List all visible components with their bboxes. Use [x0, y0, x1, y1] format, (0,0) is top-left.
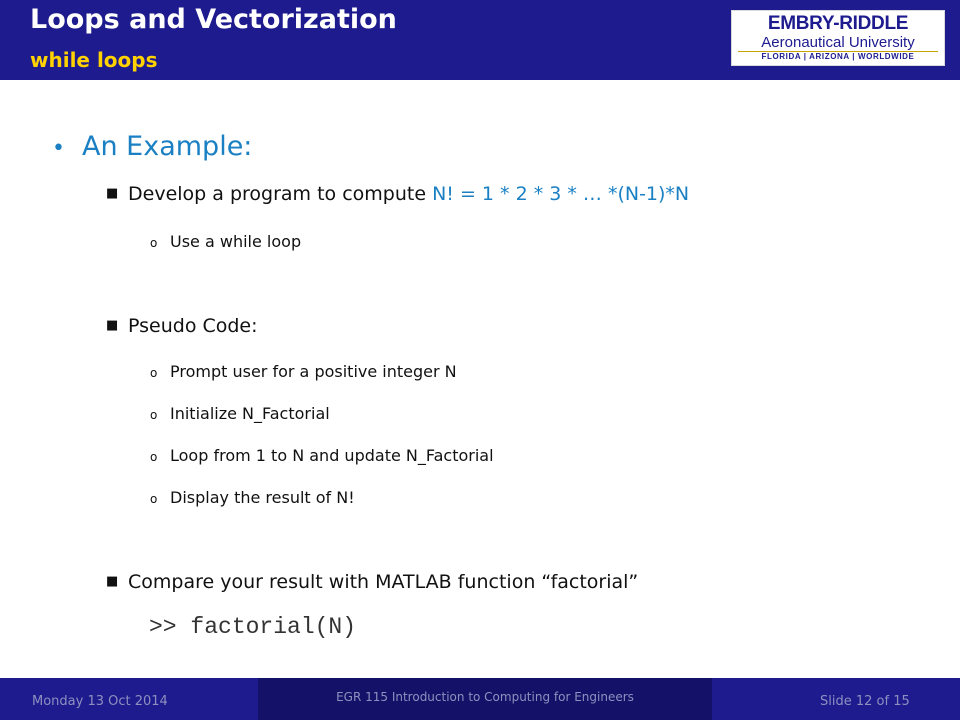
pseudo-step: [150, 446, 494, 465]
circle-bullet-icon: o: [150, 366, 158, 380]
task-item: [106, 183, 689, 205]
task-prefix: Develop a program to compute: [128, 183, 427, 205]
footer-slide-number: Slide 12 of 15: [820, 694, 910, 709]
example-heading: An Example:: [82, 131, 253, 162]
compare-item: [106, 571, 638, 593]
task-formula: N! = 1 * 2 * 3 * … *(N-1)*N: [432, 183, 690, 205]
pseudo-step: [150, 488, 355, 507]
code-example: >> factorial(N): [149, 614, 357, 640]
pseudo-step-text: Prompt user for a positive integer N: [170, 362, 457, 381]
compare-text: Compare your result with MATLAB function “factorial”: [128, 571, 639, 593]
footer-course-title: EGR 115 Introduction to Computing for Engineers: [336, 690, 634, 704]
pseudo-step: [150, 404, 330, 423]
university-logo: [731, 10, 945, 66]
circle-bullet-icon: o: [150, 408, 158, 422]
pseudo-code-item: [106, 315, 258, 337]
pseudo-step-text: Display the result of N!: [170, 488, 355, 507]
circle-bullet-icon: o: [150, 236, 158, 250]
pseudo-step-text: Initialize N_Factorial: [170, 404, 330, 423]
slide-title: Loops and Vectorization: [30, 4, 397, 35]
footer-center-panel: [258, 678, 712, 720]
pseudo-step: [150, 362, 457, 381]
task-subitem: [150, 232, 301, 251]
bullet-dot-icon: •: [52, 136, 65, 161]
circle-bullet-icon: o: [150, 492, 158, 506]
pseudo-step-text: Loop from 1 to N and update N_Factorial: [170, 446, 494, 465]
logo-university-name: Aeronautical University: [761, 34, 915, 51]
example-bullet: [52, 131, 252, 162]
footer-band: [0, 678, 960, 720]
logo-campuses: FLORIDA | ARIZONA | WORLDWIDE: [761, 52, 915, 61]
square-bullet-icon: ■: [106, 186, 119, 201]
square-bullet-icon: ■: [106, 318, 119, 333]
header-band: [0, 0, 960, 80]
circle-bullet-icon: o: [150, 450, 158, 464]
footer-date: Monday 13 Oct 2014: [32, 694, 168, 709]
slide-subtitle: while loops: [30, 48, 158, 72]
logo-wordmark: EMBRY-RIDDLE: [767, 13, 909, 34]
square-bullet-icon: ■: [106, 574, 119, 589]
pseudo-heading: Pseudo Code:: [128, 315, 258, 337]
task-sub-text: Use a while loop: [170, 232, 302, 251]
